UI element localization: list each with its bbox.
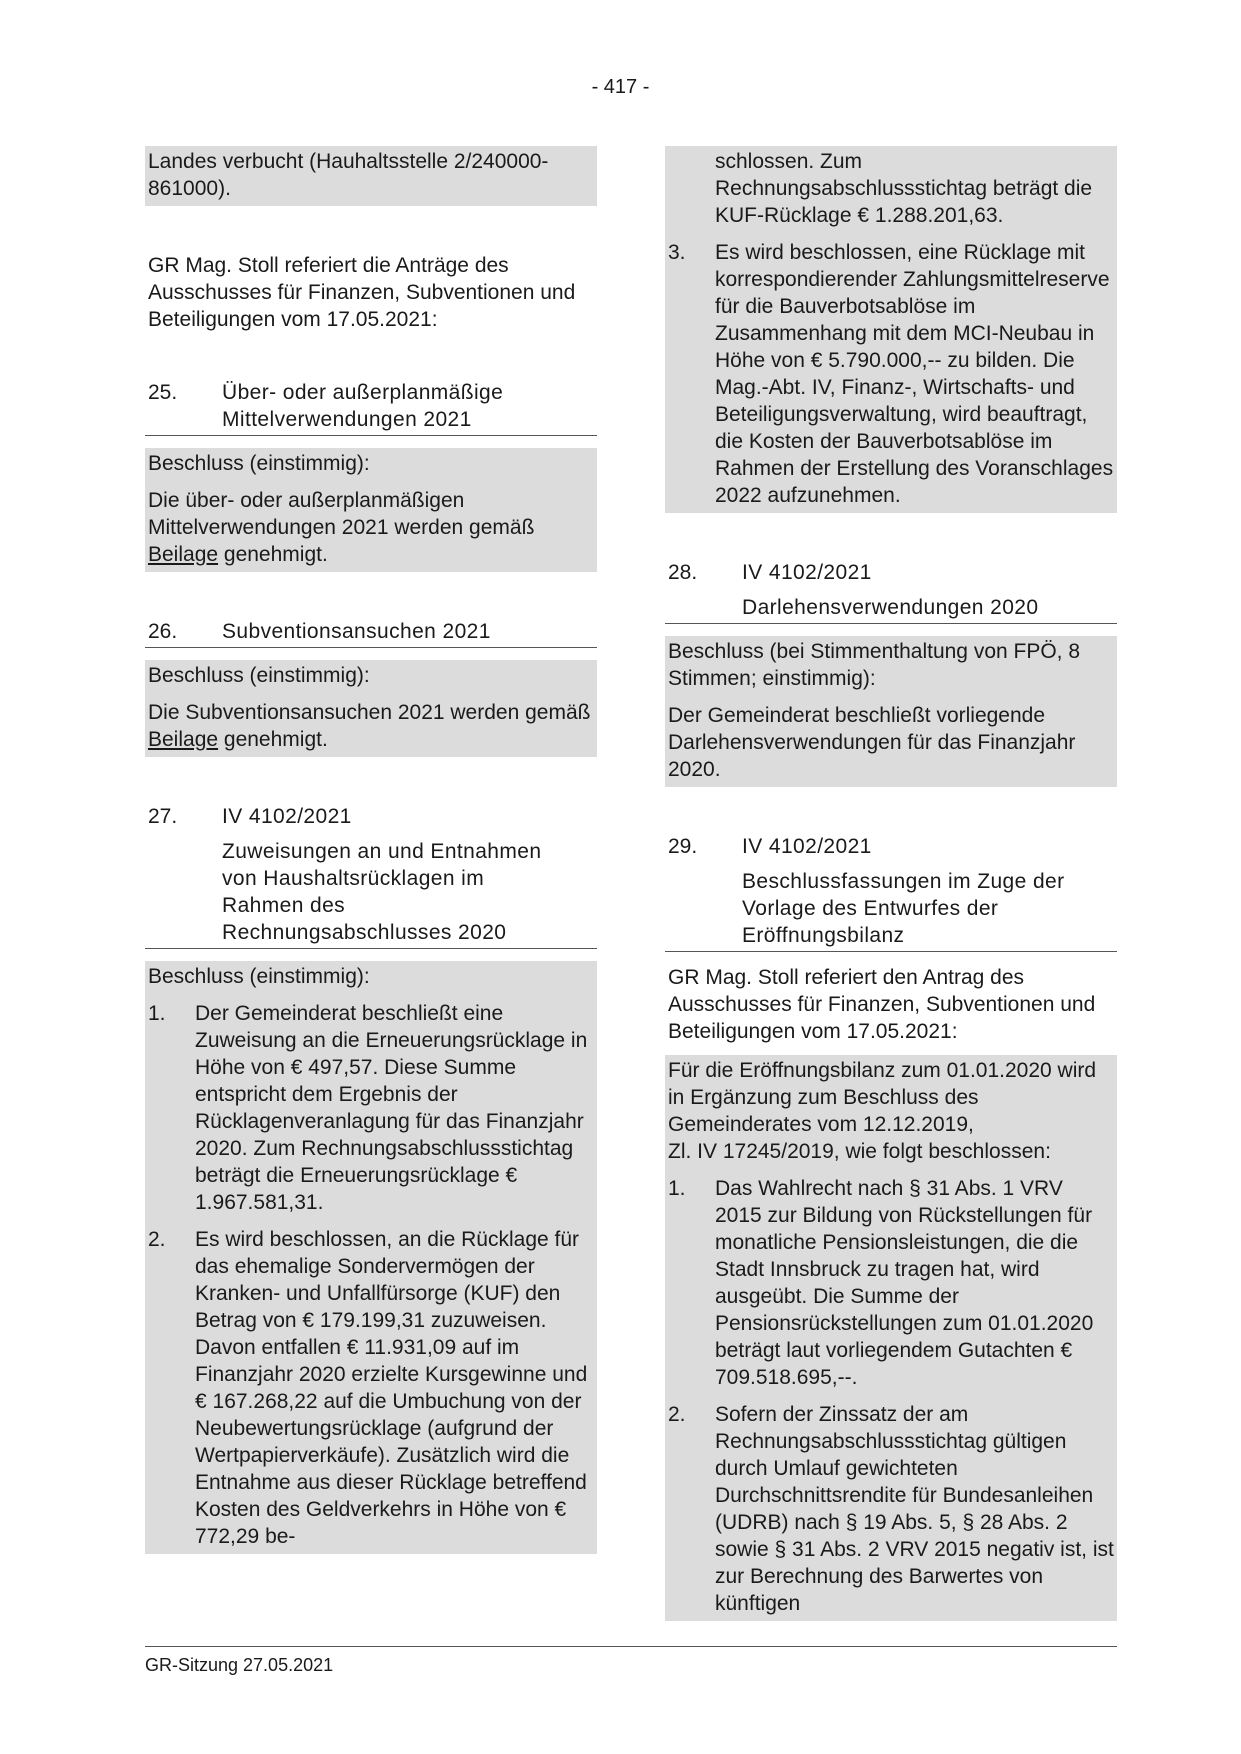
list-item: 1. Das Wahlrecht nach § 31 Abs. 1 VRV 2015 zur Bildung von Rückstellungen für monatliche Pensionsleistungen, die die Stadt Innsbruck zu tragen hat, wird ausgeübt. Die Summe der Pensionsrückstellungen zum 01.01.2020 beträgt laut vorliegendem Gutachten € 709.518.695,--. bbox=[668, 1177, 1094, 1389]
item-number: 27. bbox=[148, 805, 178, 828]
continuation-block bbox=[665, 146, 1117, 513]
agenda-item-26-decision bbox=[145, 660, 597, 757]
continuation-text: schlossen. Zum Rechnungsabschlussstichtag beträgt die KUF-Rücklage € 1.288.201,63. bbox=[715, 150, 1093, 227]
agenda-item-25-heading bbox=[145, 379, 597, 436]
decision-label: Beschluss (einstimmig): bbox=[148, 664, 370, 687]
list-item: 3. Es wird beschlossen, eine Rücklage mit korrespondierender Zahlungsmittelreserve für die Bauverbotsablöse im Zusammenhang mit dem MCI-Neubau in Höhe von € 5.790.000,-- zu bilden. Die Mag.-Abt. IV, Finanz-, Wirtschafts- und Beteiligungsverwaltung, wird beauftragt, die Kosten der Bauverbotsablöse im Rahmen der Erstellung des Voranschlages 2022 aufzunehmen. bbox=[668, 241, 1114, 507]
decision-label: Beschluss (einstimmig): bbox=[148, 452, 370, 475]
agenda-item-27-heading bbox=[145, 803, 597, 949]
item-title: Zuweisungen an und Entnahmen von Haushaltsrücklagen im Rahmen des Rechnungsabschlusses 2020 bbox=[222, 840, 542, 944]
agenda-item-28-decision bbox=[665, 636, 1117, 787]
decision-text: Der Gemeinderat beschließt vorliegende Darlehensverwendungen für das Finanzjahr 2020. bbox=[668, 704, 1076, 781]
intro-text: GR Mag. Stoll referiert den Antrag des Ausschusses für Finanzen, Subventionen und Beteiligungen vom 17.05.2021: bbox=[668, 966, 1096, 1043]
item-number: 25. bbox=[148, 381, 178, 404]
item-reference: IV 4102/2021 bbox=[222, 805, 352, 828]
item-reference: IV 4102/2021 bbox=[742, 561, 872, 584]
list-item: 2. Sofern der Zinssatz der am Rechnungsabschlussstichtag gültigen durch Umlauf gewichteten Durchschnittsrendite für Bundesanleihen (UDRB) nach § 19 Abs. 5, § 28 Abs. 2 sowie § 31 Abs. 2 VRV 2015 negativ ist, ist zur Berechnung des Barwertes von künftigen bbox=[668, 1403, 1114, 1615]
footer-text: GR-Sitzung 27.05.2021 bbox=[145, 1655, 334, 1675]
item-title: Darlehensverwendungen 2020 bbox=[742, 596, 1039, 619]
agenda-item-27-decision bbox=[145, 961, 597, 1554]
intro-text: GR Mag. Stoll referiert die Anträge des Ausschusses für Finanzen, Subventionen und Beteiligungen vom 17.05.2021: bbox=[148, 254, 576, 331]
left-column bbox=[145, 146, 597, 1554]
right-column bbox=[665, 146, 1117, 1621]
decision-text: Die über- oder außerplanmäßigen Mittelverwendungen 2021 werden gemäß Beilage genehmigt. bbox=[148, 489, 535, 566]
decision-label: Beschluss (bei Stimmenthaltung von FPÖ, 8 Stimmen; einstimmig): bbox=[668, 640, 1081, 690]
decision-text: Für die Eröffnungsbilanz zum 01.01.2020 wird in Ergänzung zum Beschluss des Gemeinderates vom 12.12.2019, bbox=[668, 1059, 1097, 1136]
item-title: Beschlussfassungen im Zuge der Vorlage des Entwurfes der Eröffnungsbilanz bbox=[742, 870, 1065, 947]
agenda-item-29-heading bbox=[665, 833, 1117, 952]
beilage-link[interactable]: Beilage bbox=[148, 543, 219, 566]
continuation-block bbox=[145, 146, 597, 206]
item-number: 29. bbox=[668, 835, 698, 858]
decision-label: Beschluss (einstimmig): bbox=[148, 965, 370, 988]
item-reference: IV 4102/2021 bbox=[742, 835, 872, 858]
agenda-item-26-heading bbox=[145, 618, 597, 648]
agenda-item-25-decision bbox=[145, 448, 597, 572]
beilage-link[interactable]: Beilage bbox=[148, 728, 219, 751]
page-number: - 417 - bbox=[591, 76, 650, 98]
decision-text: Die Subventionsansuchen 2021 werden gemäß Beilage genehmigt. bbox=[148, 701, 591, 751]
agenda-item-29-decision bbox=[665, 1055, 1117, 1621]
item-title: Über- oder außerplanmäßige Mittelverwendungen 2021 bbox=[222, 381, 504, 431]
item-title: Subventionsansuchen 2021 bbox=[222, 620, 491, 643]
list-item: 1. Der Gemeinderat beschließt eine Zuweisung an die Erneuerungsrücklage in Höhe von € 497,57. Diese Summe entspricht dem Ergebnis der Rücklagenveranlagung für das Finanzjahr 2020. Zum Rechnungsabschlussstichtag beträgt die Erneuerungsrücklage € 1.967.581,31. bbox=[148, 1002, 588, 1214]
decision-text: Zl. IV 17245/2019, wie folgt beschlossen: bbox=[668, 1140, 1051, 1163]
continuation-text: Landes verbucht (Hauhaltsstelle 2/240000-861000). bbox=[148, 150, 549, 200]
list-item: 2. Es wird beschlossen, an die Rücklage für das ehemalige Sondervermögen der Kranken- und Unfallfürsorge (KUF) den Betrag von € 179.199,31 zuzuweisen. Davon entfallen € 11.931,09 auf im Finanzjahr 2020 erzielte Kursgewinne und € 167.268,22 auf die Umbuchung von der Neubewertungsrücklage (aufgrund der Wertpapierverkäufe). Zusätzlich wird die Entnahme aus dieser Rücklage betreffend Kosten des Geldverkehrs in Höhe von € 772,29 be- bbox=[148, 1228, 588, 1548]
item-number: 26. bbox=[148, 620, 178, 643]
item-number: 28. bbox=[668, 561, 698, 584]
agenda-item-28-heading bbox=[665, 559, 1117, 624]
footer-divider bbox=[145, 1646, 1117, 1647]
